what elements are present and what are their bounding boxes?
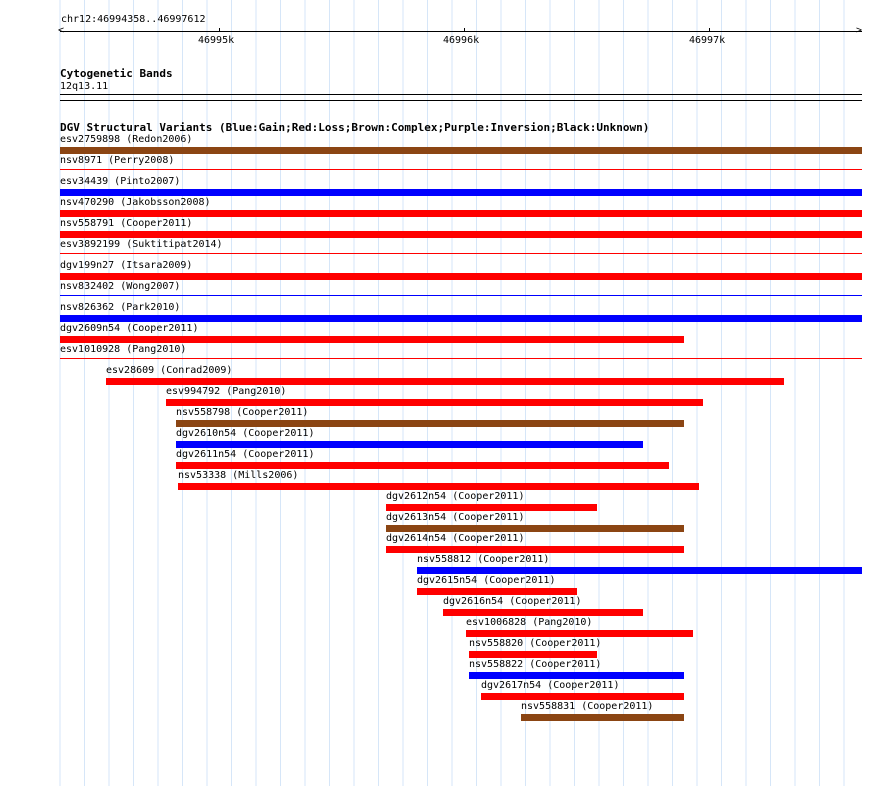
- variant-label[interactable]: dgv2617n54 (Cooper2011): [481, 680, 620, 691]
- ruler-tick-label: 46996k: [443, 35, 480, 46]
- variant-label[interactable]: nsv558831 (Cooper2011): [521, 701, 654, 712]
- ruler-line: [60, 31, 862, 32]
- variant-bar-complex[interactable]: [60, 147, 862, 154]
- ruler-tick: [709, 28, 710, 32]
- variant-bar-loss[interactable]: [178, 483, 699, 490]
- dgv-track-title[interactable]: DGV Structural Variants (Blue:Gain;Red:Loss;Brown:Complex;Purple:Inversion;Black:Unknown): [60, 121, 650, 134]
- variant-bar-loss[interactable]: [417, 588, 577, 595]
- variant-bar-gain[interactable]: [417, 567, 862, 574]
- variant-bar-loss[interactable]: [60, 336, 684, 343]
- ruler-tick-label: 46997k: [689, 35, 726, 46]
- variant-label[interactable]: nsv558798 (Cooper2011): [176, 407, 309, 418]
- variant-bar-loss[interactable]: [106, 378, 784, 385]
- variant-label[interactable]: nsv558812 (Cooper2011): [417, 554, 550, 565]
- variant-bar-loss[interactable]: [469, 651, 597, 658]
- variant-label[interactable]: dgv2612n54 (Cooper2011): [386, 491, 525, 502]
- variant-label[interactable]: esv34439 (Pinto2007): [60, 176, 181, 187]
- variant-label[interactable]: dgv2610n54 (Cooper2011): [176, 428, 315, 439]
- variant-label[interactable]: esv28609 (Conrad2009): [106, 365, 233, 376]
- variant-label[interactable]: dgv2616n54 (Cooper2011): [443, 596, 582, 607]
- variant-bar-loss[interactable]: [443, 609, 643, 616]
- ruler-tick: [219, 28, 220, 32]
- variant-label[interactable]: nsv832402 (Wong2007): [60, 281, 181, 292]
- variant-label[interactable]: dgv199n27 (Itsara2009): [60, 260, 193, 271]
- variant-label[interactable]: nsv826362 (Park2010): [60, 302, 181, 313]
- variant-bar-complex[interactable]: [176, 420, 684, 427]
- variant-bar-loss[interactable]: [166, 399, 703, 406]
- variant-bar-complex[interactable]: [521, 714, 684, 721]
- variant-bar-loss[interactable]: [176, 462, 669, 469]
- variant-bar-gain[interactable]: [176, 441, 643, 448]
- cytoband-track-title[interactable]: Cytogenetic Bands: [60, 67, 173, 80]
- variant-bar-loss[interactable]: [60, 273, 862, 280]
- variant-label[interactable]: dgv2613n54 (Cooper2011): [386, 512, 525, 523]
- ruler-tick: [464, 28, 465, 32]
- variant-label[interactable]: esv1010928 (Pang2010): [60, 344, 187, 355]
- variant-separator: [60, 253, 862, 254]
- ruler-right-arrow-icon[interactable]: >: [856, 25, 863, 36]
- variant-separator: [60, 295, 862, 296]
- variant-label[interactable]: nsv558822 (Cooper2011): [469, 659, 602, 670]
- variant-bar-loss[interactable]: [60, 231, 862, 238]
- variant-label[interactable]: esv2759898 (Redon2006): [60, 134, 193, 145]
- variant-bar-gain[interactable]: [469, 672, 684, 679]
- variant-label[interactable]: esv1006828 (Pang2010): [466, 617, 593, 628]
- variant-label[interactable]: nsv8971 (Perry2008): [60, 155, 175, 166]
- variant-bar-complex[interactable]: [386, 525, 684, 532]
- cytoband-line: [60, 94, 862, 95]
- variant-label[interactable]: nsv558820 (Cooper2011): [469, 638, 602, 649]
- variant-label[interactable]: dgv2614n54 (Cooper2011): [386, 533, 525, 544]
- variant-label[interactable]: nsv470290 (Jakobsson2008): [60, 197, 211, 208]
- variant-bar-loss[interactable]: [386, 504, 597, 511]
- cytoband-line: [60, 100, 862, 101]
- variant-bar-loss[interactable]: [481, 693, 684, 700]
- ruler-tick-label: 46995k: [198, 35, 235, 46]
- variant-label[interactable]: esv994792 (Pang2010): [166, 386, 287, 397]
- variant-label[interactable]: dgv2615n54 (Cooper2011): [417, 575, 556, 586]
- cytoband-label[interactable]: 12q13.11: [60, 81, 109, 92]
- locus-label: chr12:46994358..46997612: [61, 14, 206, 25]
- variant-label[interactable]: nsv53338 (Mills2006): [178, 470, 299, 481]
- variant-bar-loss[interactable]: [60, 210, 862, 217]
- variant-bar-gain[interactable]: [60, 189, 862, 196]
- variant-bar-gain[interactable]: [60, 315, 862, 322]
- variant-label[interactable]: dgv2609n54 (Cooper2011): [60, 323, 199, 334]
- variant-bar-loss[interactable]: [466, 630, 693, 637]
- ruler-left-arrow-icon[interactable]: <: [58, 25, 65, 36]
- variant-label[interactable]: nsv558791 (Cooper2011): [60, 218, 193, 229]
- variant-label[interactable]: esv3892199 (Suktitipat2014): [60, 239, 223, 250]
- variant-label[interactable]: dgv2611n54 (Cooper2011): [176, 449, 315, 460]
- variant-separator: [60, 358, 862, 359]
- variant-bar-loss[interactable]: [386, 546, 684, 553]
- variant-separator: [60, 169, 862, 170]
